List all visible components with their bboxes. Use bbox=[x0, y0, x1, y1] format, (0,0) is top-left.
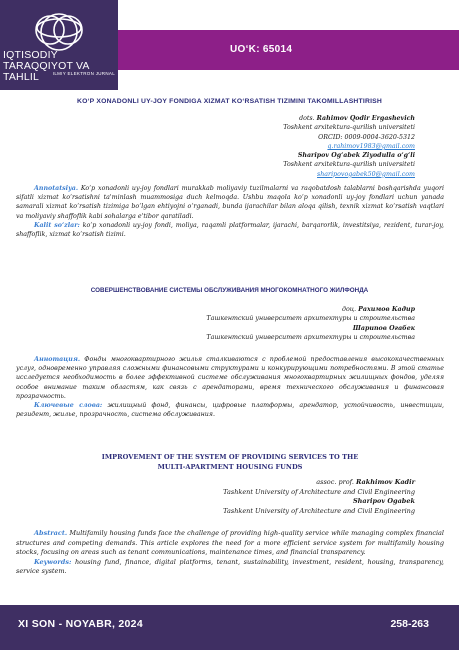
keywords-para-ru bbox=[16, 401, 444, 419]
author2-name-ru: Шарипов Огабек bbox=[352, 324, 415, 332]
abstract-en bbox=[16, 529, 444, 577]
author2-affil-ru: Ташкентский университет архитектуры и строительства bbox=[206, 333, 415, 341]
author1-name-en: Rakhimov Kadir bbox=[355, 478, 415, 486]
journal-title: IQTISODIY TARAQQIYOT VA TAHLIL bbox=[3, 49, 90, 83]
abstract-ru bbox=[16, 355, 444, 419]
author2-name-en: Sharipov Ogabek bbox=[352, 497, 415, 505]
author1-orcid-uz: ORCID: 0009-0004-3620-5312 bbox=[318, 133, 415, 141]
keywords-label-en: Keywords: bbox=[34, 557, 72, 566]
issue-label: XI SON - NOYABR, 2024 bbox=[18, 618, 143, 630]
author1-affil-uz: Toshkent arxitektura-qurilish universiteti bbox=[283, 124, 415, 132]
title-uz: KO‘P XONADONLI UY-JOY FONDIGA XIZMAT KO‘RSATISH TIZIMINI TAKOMILLASHTIRISH bbox=[76, 98, 383, 105]
abstract-text-ru: Фонды многоквартирного жилья сталкиваются с проблемой предоставления высококачественных услуг, одновременно управляя сложными финансовыми структурами и конкурирующими потребностями. В этой статье исследуется необходимость в более эффективной системе обслуживания многоквартирных жилищных фондов, уделяя особое внимание таким областям, как связь с арендаторами, время технического обслуживания и финансовая прозрачность. bbox=[16, 356, 444, 400]
author2-name-uz: Sharipov Og‘abek Ziyodulla o‘g‘li bbox=[297, 152, 415, 160]
abstract-text-en: Multifamily housing funds face the challenge of providing high-quality service while managing complex financial structures and competing demands. This article explores the need for a more efficient service system for multifamily housing stocks, focusing on areas such as tenant communications, maintenance times, and financial transparency. bbox=[16, 529, 444, 557]
logo-rings-icon bbox=[14, 6, 104, 52]
author1-line-en bbox=[223, 478, 415, 488]
abstract-para-uz bbox=[16, 184, 444, 221]
authors-uz bbox=[283, 114, 415, 179]
author1-name-uz: Rahimov Qodir Ergashevich bbox=[316, 115, 415, 122]
page-header bbox=[0, 0, 459, 90]
author1-name-ru: Рахимов Кадир bbox=[358, 306, 415, 313]
authors-ru bbox=[206, 305, 415, 342]
page-range: 258-263 bbox=[390, 618, 429, 630]
title-ru: СОВЕРШЕНСТВОВАНИЕ СИСТЕМЫ ОБСЛУЖИВАНИЯ МНОГОКОМНАТНОГО ЖИЛФОНДА bbox=[90, 287, 369, 294]
abstract-label-uz: Annotatsiya. bbox=[34, 185, 79, 192]
author2-affil-en: Tashkent University of Architecture and Civil Engineering bbox=[223, 506, 415, 515]
keywords-label-uz: Kalit so‘zlar: bbox=[34, 221, 80, 229]
journal-logo bbox=[0, 0, 118, 90]
author1-role-uz: dots. bbox=[299, 115, 317, 122]
author2-affil-uz: Toshkent arxitektura-qurilish universiteti bbox=[283, 161, 415, 169]
title-en-line1: IMPROVEMENT OF THE SYSTEM OF PROVIDING SERVICES TO THE bbox=[101, 453, 359, 461]
keywords-label-ru: Ключевые слова: bbox=[34, 402, 103, 410]
keywords-text-en: housing fund, finance, digital platforms, tenant, sustainability, investment, resident, housing, transparency, service system. bbox=[16, 557, 444, 576]
abstract-label-en: Abstract. bbox=[34, 529, 68, 537]
author1-affil-ru: Ташкентский университет архитектуры и строительства bbox=[206, 315, 415, 323]
title-en-line2: MULTI-APARTMENT HOUSING FUNDS bbox=[157, 462, 303, 471]
abstract-text-uz: Ko‘p xonadonli uy-joy fondlari murakkab moliyaviy tuzilmalarni va raqobatdosh talablarni boshqarishda yuqori sifatli xizmat ko‘rsatishni ta'minlash muammosiga duch kelmoqda. Ushbu maqola ko‘p xonadonli uy-joy fondlari uchun yanada samarali xizmat ko‘rsatish tizimiga bo‘lgan ehtiyojni o‘rganadi, bunda ijarachilar bilan aloqa qilish, texnik xizmat ko‘rsatish vaqtlari va moliyaviy shaffoflik kabi sohalarga e'tibor qaratiladi. bbox=[16, 185, 444, 220]
author1-role-en: assoc. prof. bbox=[316, 478, 356, 486]
authors-en bbox=[223, 478, 415, 516]
udk-code: UO‘K: 65014 bbox=[230, 44, 293, 55]
author1-line-ru bbox=[206, 305, 415, 314]
keywords-para-uz bbox=[16, 221, 444, 239]
author1-line-uz bbox=[283, 114, 415, 123]
keywords-text-uz: ko‘p xonadonli uy-joy fondi, moliya, raqamli platformalar, ijarachi, barqarorlik, investitsiya, rezident, turar-joy, shaffoflik, xizmat ko‘rsatish tizimi. bbox=[16, 221, 444, 239]
abstract-para-en bbox=[16, 529, 444, 558]
keywords-para-en bbox=[16, 558, 444, 577]
keywords-text-ru: жилищный фонд, финансы, цифровые платформы, арендатор, устойчивость, инвестиции, резидент, жилье, прозрачность, система обслуживания. bbox=[16, 402, 445, 419]
author1-affil-en: Tashkent University of Architecture and Civil Engineering bbox=[223, 487, 415, 496]
author1-email-link[interactable]: q.rahimov1983@gmail.com bbox=[327, 142, 415, 150]
author1-role-ru: доц. bbox=[341, 306, 359, 313]
journal-subtitle: ILMIY ELEKTRON JURNAL bbox=[52, 71, 115, 76]
abstract-label-ru: Аннотация. bbox=[34, 356, 81, 363]
author2-email-link[interactable]: sharipovogabek50@gmail.com bbox=[317, 170, 415, 178]
abstract-uz bbox=[16, 184, 444, 239]
title-en bbox=[80, 453, 380, 472]
abstract-para-ru bbox=[16, 355, 444, 401]
